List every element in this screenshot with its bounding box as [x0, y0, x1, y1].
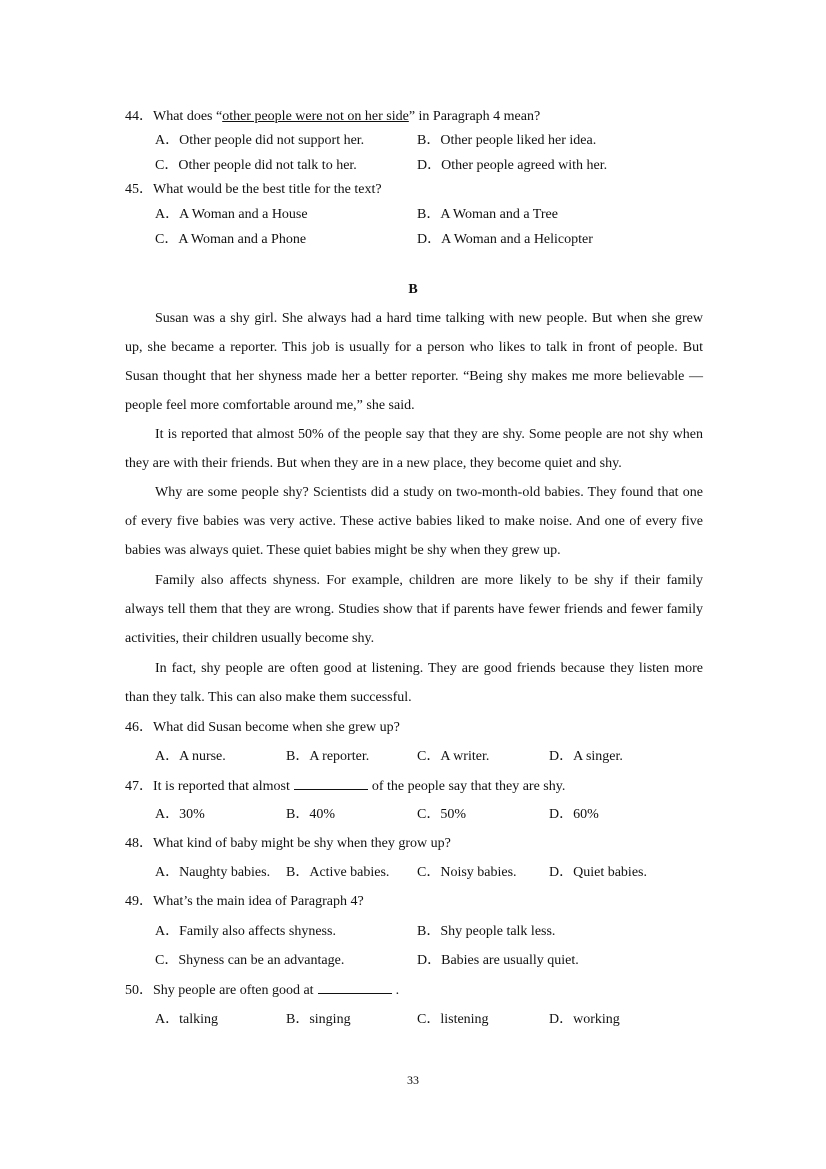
question-50-stem: 50．Shy people are often good at . — [125, 983, 400, 998]
passage-paragraph-5: In fact, shy people are often good at listening. They are good friends because they listen more than they talk. This can also make them successful. — [125, 661, 703, 705]
q50-option-d: D．working — [549, 1012, 620, 1027]
question-48-stem: 48．What kind of baby might be shy when they grow up? — [125, 836, 451, 851]
q44-option-b: B．Other people liked her idea. — [417, 133, 597, 148]
q44-option-c: C．Other people did not talk to her. — [155, 158, 357, 173]
answer-blank — [318, 981, 392, 994]
q50-option-a: A．talking — [155, 1012, 218, 1027]
q46-option-a: A．A nurse. — [155, 749, 226, 764]
q47-option-b: B．40% — [286, 807, 335, 822]
q44-option-a: A．Other people did not support her. — [155, 133, 365, 148]
q50-option-c: C．listening — [417, 1012, 489, 1027]
q46-option-b: B．A reporter. — [286, 749, 370, 764]
q46-option-c: C．A writer. — [417, 749, 490, 764]
q49-option-b: B．Shy people talk less. — [417, 924, 556, 939]
q45-option-a: A．A Woman and a House — [155, 207, 308, 222]
question-49-stem: 49．What’s the main idea of Paragraph 4? — [125, 894, 364, 909]
answer-blank — [294, 777, 368, 790]
q48-option-d: D．Quiet babies. — [549, 865, 647, 880]
q45-option-c: C．A Woman and a Phone — [155, 232, 307, 247]
section-heading: B — [408, 282, 418, 297]
q50-option-b: B．singing — [286, 1012, 351, 1027]
q48-option-b: B．Active babies. — [286, 865, 390, 880]
underlined-phrase: other people were not on her side — [222, 109, 409, 124]
q47-option-a: A．30% — [155, 807, 205, 822]
question-46-stem: 46．What did Susan become when she grew up? — [125, 720, 400, 735]
q49-option-d: D．Babies are usually quiet. — [417, 953, 579, 968]
q46-option-d: D．A singer. — [549, 749, 623, 764]
q48-option-a: A．Naughty babies. — [155, 865, 271, 880]
question-44-stem: 44．What does “other people were not on her side” in Paragraph 4 mean? — [125, 109, 541, 124]
passage-paragraph-4: Family also affects shyness. For example, children are more likely to be shy if their family always tell them that they are wrong. Studies show that if parents have fewer friends and fewer family activities, their children usually become shy. — [125, 573, 703, 646]
passage-paragraph-1: Susan was a shy girl. She always had a hard time talking with new people. But when she grew up, she became a reporter. This job is usually for a person who likes to talk in front of people. But Susan thought that her shyness made her a better reporter. “Being shy makes me more believable — people feel more comfortable around me,” she said. — [125, 311, 703, 413]
q48-option-c: C．Noisy babies. — [417, 865, 517, 880]
question-47-stem: 47．It is reported that almost of the people say that they are shy. — [125, 779, 566, 794]
passage-paragraph-3: Why are some people shy? Scientists did a study on two-month-old babies. They found that one of every five babies was very active. These active babies liked to make noise. And one of every five babies was always quiet. These quiet babies might be shy when they grew up. — [125, 485, 703, 558]
q49-option-c: C．Shyness can be an advantage. — [155, 953, 345, 968]
q47-option-c: C．50% — [417, 807, 466, 822]
passage-paragraph-2: It is reported that almost 50% of the people say that they are shy. Some people are not shy when they are with their friends. But when they are in a new place, they become quiet and shy. — [125, 427, 703, 471]
q44-option-d: D．Other people agreed with her. — [417, 158, 608, 173]
question-45-stem: 45．What would be the best title for the text? — [125, 182, 382, 197]
q45-option-d: D．A Woman and a Helicopter — [417, 232, 593, 247]
q47-option-d: D．60% — [549, 807, 599, 822]
q49-option-a: A．Family also affects shyness. — [155, 924, 336, 939]
page-number: 33 — [407, 1073, 419, 1087]
q45-option-b: B．A Woman and a Tree — [417, 207, 558, 222]
